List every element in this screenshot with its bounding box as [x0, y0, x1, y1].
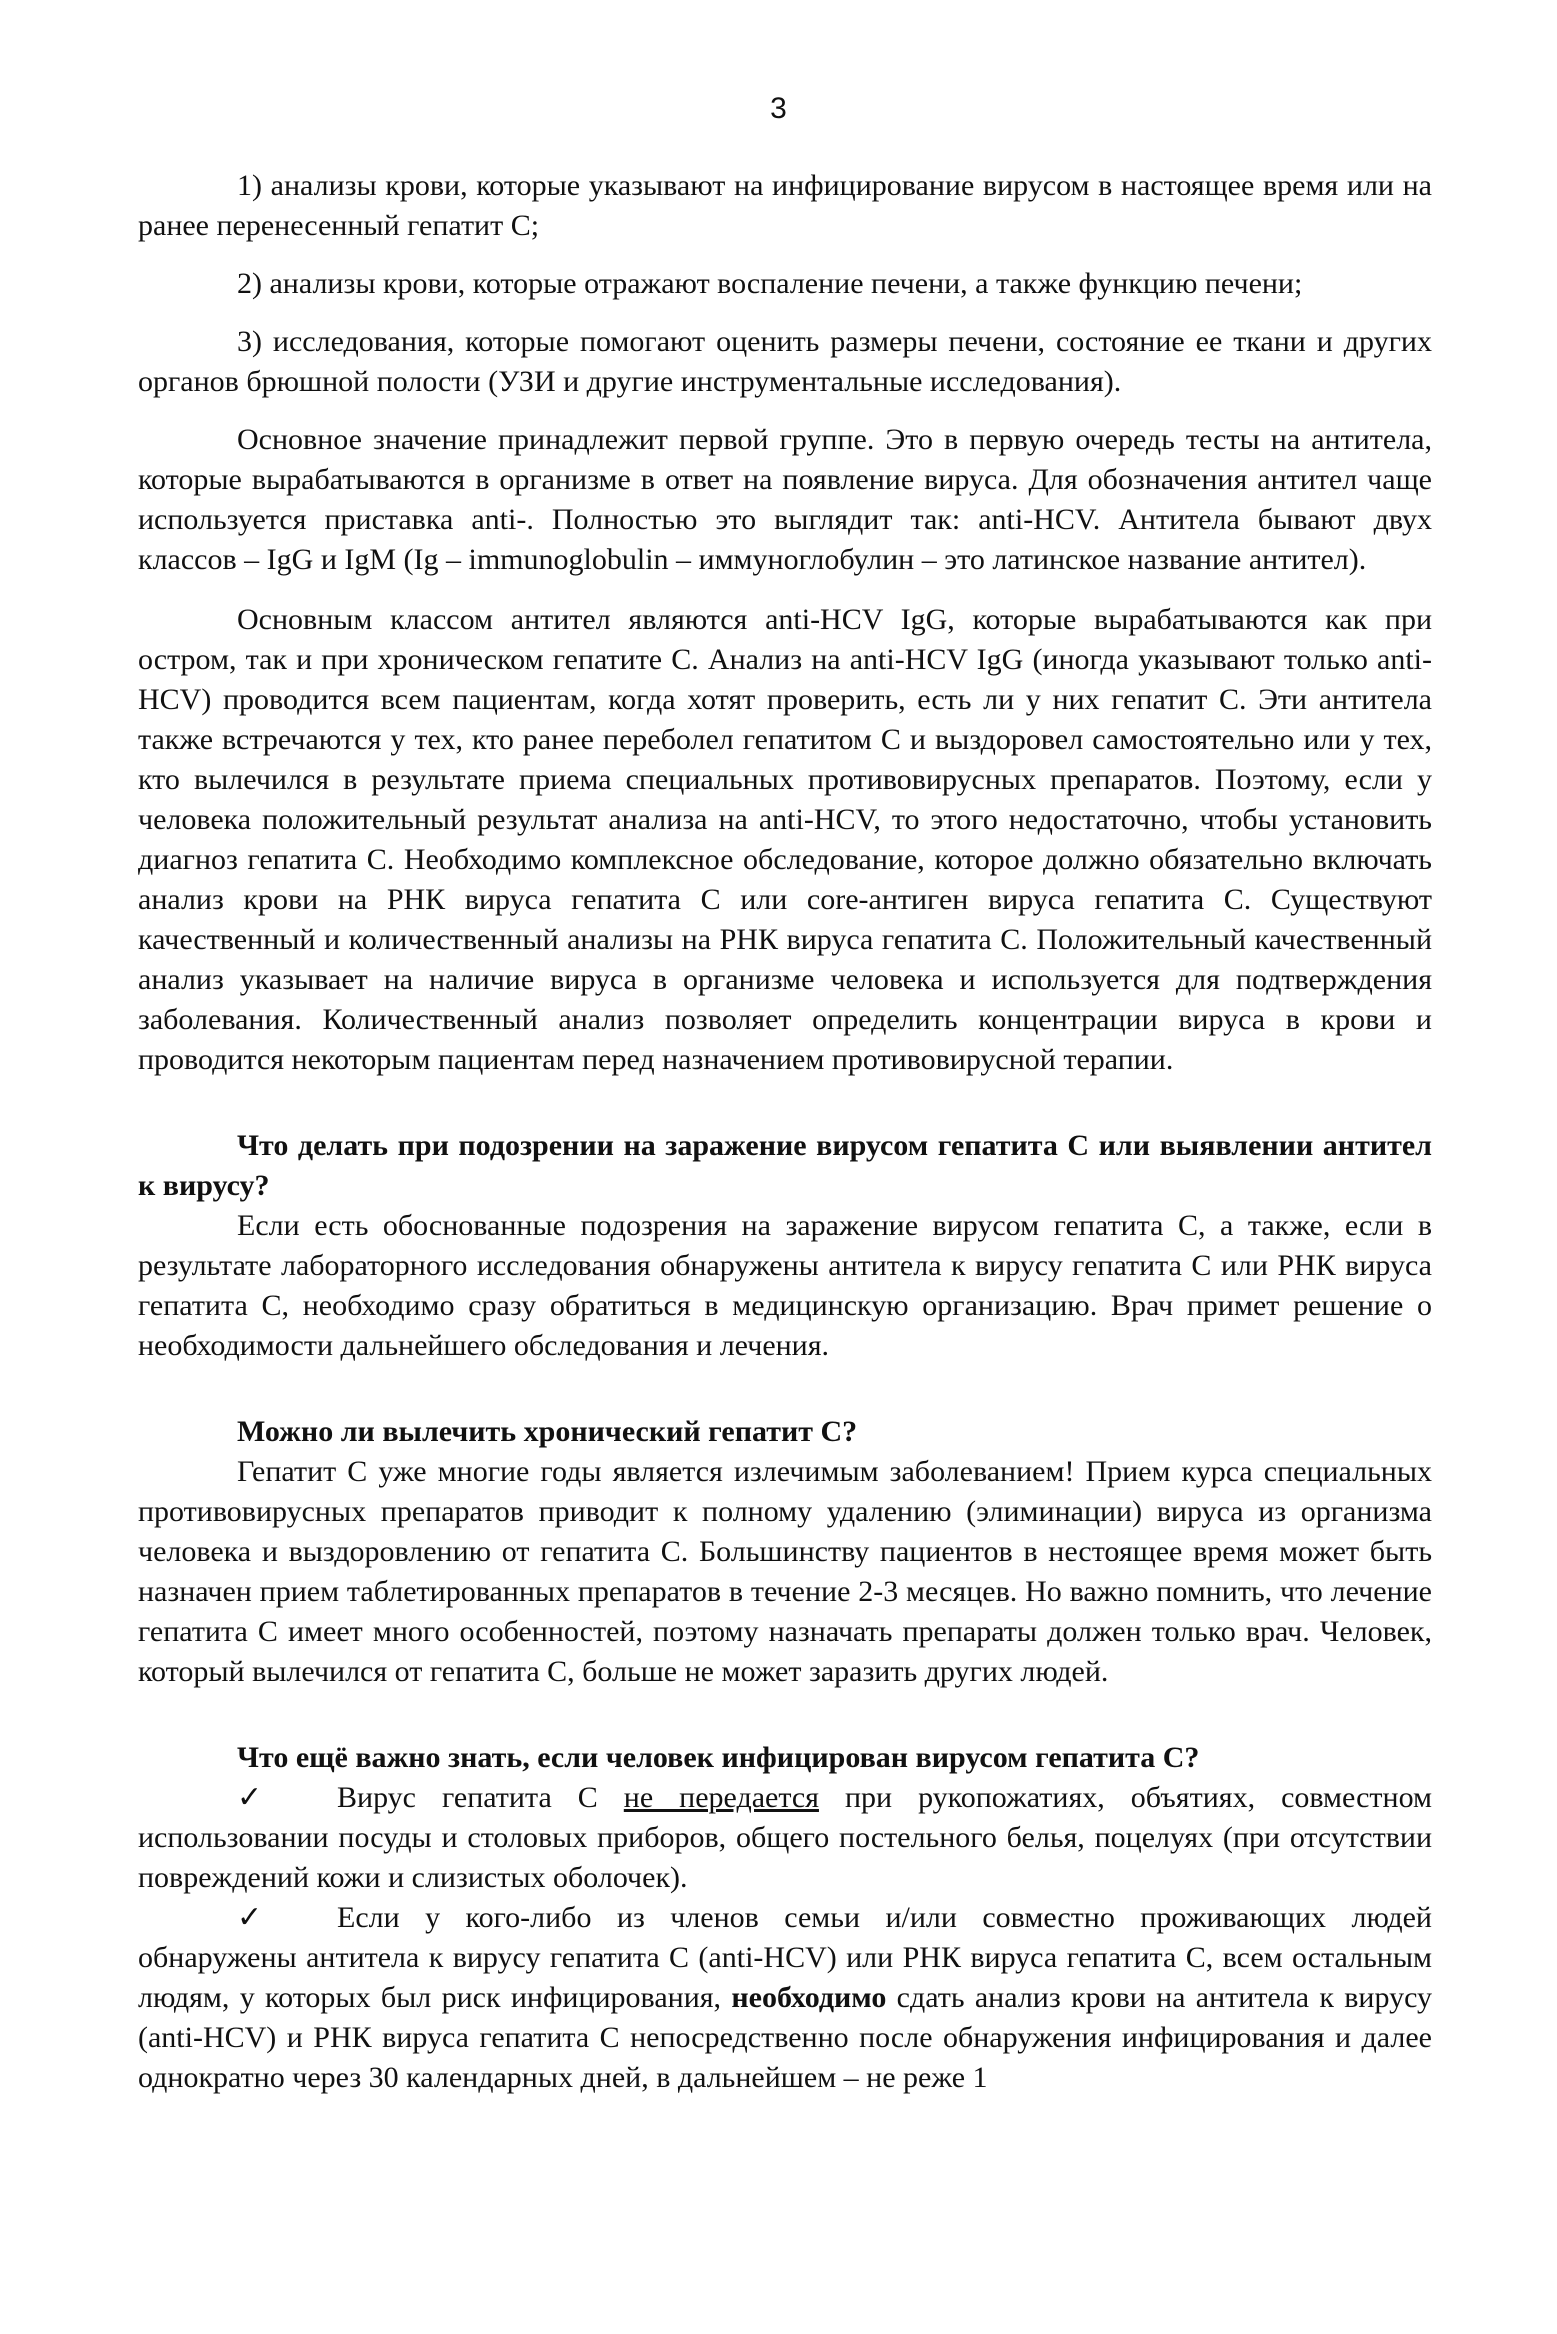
section-heading-cure: Можно ли вылечить хронический гепатит С? — [237, 1415, 858, 1448]
paragraph-cure: Гепатит С уже многие годы является излечимым заболеванием! Прием курса специальных противовирусных препаратов приводит к полному удалению (элиминации) вируса из организма человека и выздоровлению от гепатита С. Большинству пациентов в нестоящее время может быть назначен прием таблетированных препаратов в течение 2-3 месяцев. Но важно помнить, что лечение гепатита С имеет много особенностей, поэтому назначать препараты должен только врач. Человек, который вылечился от гепатита С, больше не может заразить других людей. — [138, 1455, 1432, 1688]
paragraph-suspicion: Если есть обоснованные подозрения на заражение вирусом гепатита С, а также, если в результате лабораторного исследования обнаружены антитела к вирусу гепатита С или РНК вируса гепатита С, необходимо сразу обратиться в медицинскую организацию. Врач примет решение о необходимости дальнейшего обследования и лечения. — [138, 1209, 1432, 1362]
section-heading-important: Что ещё важно знать, если человек инфицирован вирусом гепатита С? — [237, 1741, 1200, 1774]
list-item-blood-tests: 1) анализы крови, которые указывают на инфицирование вирусом в настоящее время или на ранее перенесенный гепатит С; — [138, 169, 1432, 242]
bullet-text: сдать анализ крови на антитела к вирусу (anti-HCV) и РНК вируса гепатита С непосредственно после обнаружения инфицирования и далее однократно через 30 календарных дней, в дальнейшем – не реже 1 — [138, 1981, 1432, 2094]
checkmark-icon: ✓ — [237, 1901, 263, 1934]
checkmark-icon: ✓ — [237, 1781, 263, 1814]
list-item-liver-tests: 2) анализы крови, которые отражают воспаление печени, а также функцию печени; — [237, 267, 1303, 300]
document-body — [138, 166, 1432, 2098]
paragraph-anti-hcv: Основным классом антител являются anti-HCV IgG, которые вырабатываются как при остром, так и при хроническом гепатите С. Анализ на anti-HCV IgG (иногда указывают только anti-HCV) проводится всем пациентам, когда хотят проверить, есть ли у них гепатит С. Эти антитела также встречаются у тех, кто ранее переболел гепатитом С и выздоровел самостоятельно или у тех, кто вылечился в результате приема специальных противовирусных препаратов. Поэтому, если у человека положительный результат анализа на anti-HCV, то этого недостаточно, чтобы установить диагноз гепатита С. Необходимо комплексное обследование, которое должно обязательно включать анализ крови на РНК вируса гепатита С или core-антиген вируса гепатита С. Существуют качественный и количественный анализы на РНК вируса гепатита С. Положительный качественный анализ указывает на наличие вируса в организме человека и используется для подтверждения заболевания. Количественный анализ позволяет определить концентрации вируса в крови и проводится некоторым пациентам перед назначением противовирусной терапии. — [138, 603, 1432, 1076]
paragraph-antibodies: Основное значение принадлежит первой группе. Это в первую очередь тесты на антитела, которые вырабатываются в организме в ответ на появление вируса. Для обозначения антител чаще используется приставка anti-. Полностью это выглядит так: anti-HCV. Антитела бывают двух классов – IgG и IgM (Ig – immunoglobulin – иммуноглобулин – это латинское название антител). — [138, 423, 1432, 576]
bullet-item — [138, 1778, 1432, 1898]
bullet-text: при рукопожатиях, объятиях, совместном использовании посуды и столовых приборов, общего постельного белья, поцелуях (при отсутствии повреждений кожи и слизистых оболочек). — [138, 1781, 1432, 1894]
section-heading-suspicion: Что делать при подозрении на заражение вирусом гепатита С или выявлении антител к вирусу? — [138, 1129, 1432, 1202]
list-item-instrumental: 3) исследования, которые помогают оценить размеры печени, состояние ее ткани и других органов брюшной полости (УЗИ и другие инструментальные исследования). — [138, 325, 1432, 398]
bullet-text: Если у кого-либо из членов семьи и/или совместно проживающих людей обнаружены антитела к вирусу гепатита С (anti-HCV) или РНК вируса гепатита С, всем остальным людям, у которых был риск инфицирования, — [138, 1901, 1432, 2014]
underlined-text: не передается — [623, 1781, 819, 1814]
page-number: 3 — [770, 92, 787, 125]
bullet-item — [138, 1898, 1432, 2098]
bullet-text: Вирус гепатита С — [337, 1781, 624, 1814]
bold-text: необходимо — [731, 1981, 887, 2014]
